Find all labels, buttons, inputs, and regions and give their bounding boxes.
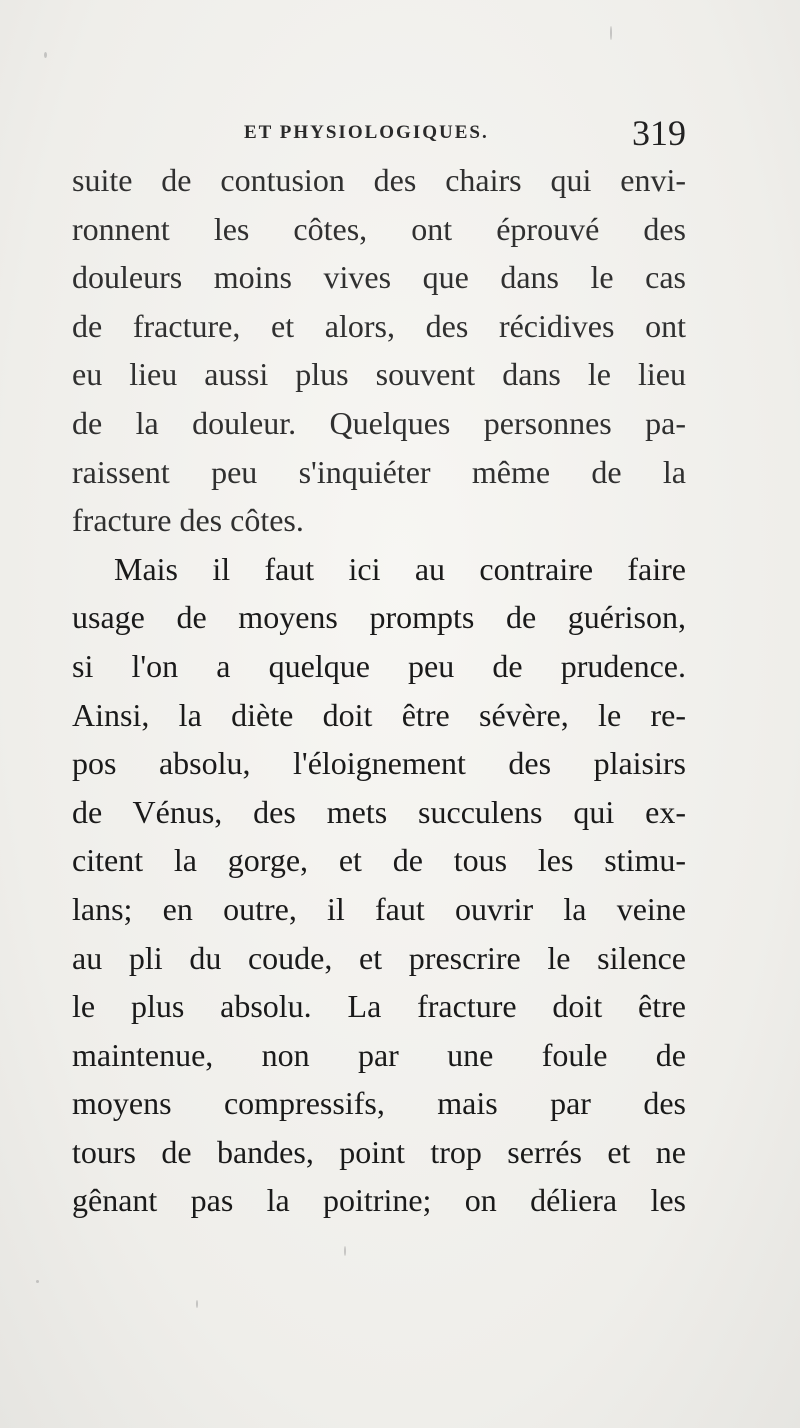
text-line: fracture des côtes.	[72, 502, 304, 539]
text-line: raissent peu s'inquiéter même de la	[72, 453, 686, 490]
text-line: le plus absolu. La fracture doit être	[72, 988, 686, 1025]
text-line: si l'on a quelque peu de prudence.	[72, 647, 686, 684]
text-line: citent la gorge, et de tous les stimu-	[72, 842, 686, 879]
text-line: gênant pas la poitrine; on déliera les	[72, 1182, 686, 1219]
running-title: ET PHYSIOLOGIQUES.	[244, 122, 489, 143]
paper-speck	[610, 26, 612, 40]
text-line: moyens compressifs, mais par des	[72, 1085, 686, 1122]
text-line: usage de moyens prompts de guérison,	[72, 599, 686, 636]
text-line: maintenue, non par une foule de	[72, 1036, 686, 1073]
text-line: de la douleur. Quelques personnes pa-	[72, 404, 686, 441]
text-line: tours de bandes, point trop serrés et ne	[72, 1133, 686, 1170]
body-text	[72, 156, 686, 1225]
paper-speck	[344, 1246, 346, 1256]
text-line: Mais il faut ici au contraire faire	[114, 550, 686, 587]
text-line: pos absolu, l'éloignement des plaisirs	[72, 745, 686, 782]
text-line: suite de contusion des chairs qui envi-	[72, 162, 686, 198]
text-line: lans; en outre, il faut ouvrir la veine	[72, 890, 686, 927]
text-line: de Vénus, des mets succulens qui ex-	[72, 793, 686, 830]
text-line: ronnent les côtes, ont éprouvé des	[72, 210, 686, 247]
paper-speck	[36, 1280, 39, 1283]
page-number: 319	[632, 113, 686, 153]
text-line: de fracture, et alors, des récidives ont	[72, 307, 686, 344]
paper-speck	[196, 1300, 198, 1308]
text-line: eu lieu aussi plus souvent dans le lieu	[72, 356, 686, 393]
paper-speck	[44, 52, 47, 58]
text-line: douleurs moins vives que dans le cas	[72, 259, 686, 296]
text-line: Ainsi, la diète doit être sévère, le re-	[72, 696, 686, 733]
running-head	[66, 113, 686, 156]
text-line: au pli du coude, et prescrire le silence	[72, 939, 686, 976]
